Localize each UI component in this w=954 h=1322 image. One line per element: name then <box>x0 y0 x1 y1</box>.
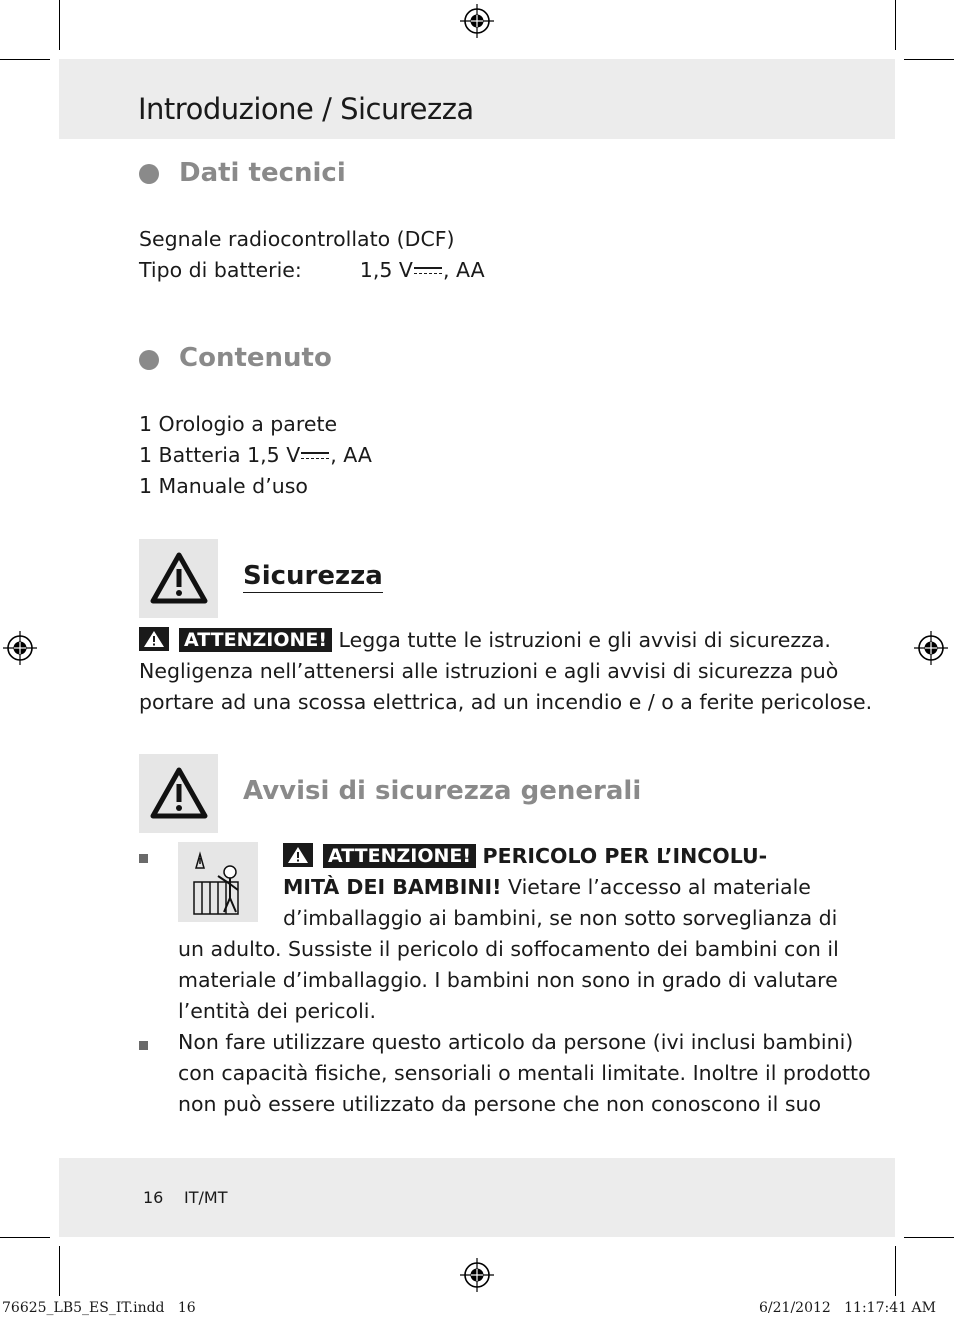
registration-mark-icon <box>3 631 37 665</box>
crop-mark <box>59 0 60 50</box>
attention-badge: ATTENZIONE! <box>323 844 476 868</box>
content-item: 1 Manuale d’uso <box>139 474 308 498</box>
warning-text: l’entità dei pericoli. <box>178 999 376 1023</box>
dc-symbol-icon <box>414 265 442 277</box>
content-item-battery: 1 Batteria 1,5 V <box>139 443 301 467</box>
list-bullet <box>139 1041 148 1050</box>
safety-warning-line <box>139 625 831 656</box>
tech-line-battery <box>139 255 485 286</box>
warning-text: Non fare utilizzare questo articolo da persone (ivi inclusi bambini) <box>178 1030 854 1054</box>
warning-triangle-icon <box>139 627 169 651</box>
list-bullet <box>139 854 148 863</box>
crop-mark <box>0 59 50 60</box>
warning-triangle-icon <box>149 551 209 605</box>
warning-text: non può essere utilizzato da persone che non conoscono il suo <box>178 1092 822 1116</box>
child-safety-icon-box <box>178 842 258 922</box>
content-item <box>139 440 372 471</box>
crop-mark <box>0 1237 50 1238</box>
tech-line-signal: Segnale radiocontrollato (DCF) <box>139 227 455 251</box>
slug-filename: 76625_LB5_ES_IT.indd 16 <box>2 1300 196 1316</box>
warning-text: d’imballaggio ai bambini, se non sotto sorveglianza di <box>283 906 838 930</box>
warning-text: con capacità fisiche, sensoriali o mentali limitate. Inoltre il prodotto <box>178 1061 871 1085</box>
section-heading-dati-tecnici: Dati tecnici <box>179 158 346 188</box>
crop-mark <box>895 1246 896 1296</box>
section-bullet <box>139 164 159 184</box>
warning-bold-text: MITÀ DEI BAMBINI! <box>283 875 502 899</box>
safety-text: portare ad una scossa elettrica, ad un incendio e / o a ferite pericolose. <box>139 690 873 714</box>
content-item: 1 Orologio a parete <box>139 412 338 436</box>
warning-text: materiale d’imballaggio. I bambini non sono in grado di valutare <box>178 968 838 992</box>
page-number: 16 <box>143 1188 164 1207</box>
warning-box <box>139 754 218 833</box>
section-bullet <box>139 350 159 370</box>
warning-bold-text: PERICOLO PER L’INCOLU- <box>482 844 768 868</box>
attention-badge: ATTENZIONE! <box>179 628 332 652</box>
child-safety-icon <box>178 842 258 922</box>
section-heading-avvisi: Avvisi di sicurezza generali <box>243 776 642 806</box>
warning-text: Vietare l’accesso al materiale <box>501 875 811 899</box>
language-code: IT/MT <box>184 1188 228 1207</box>
crop-mark <box>904 59 954 60</box>
section-heading-sicurezza: Sicurezza <box>243 561 383 591</box>
content-item-battery-size: , AA <box>330 443 372 467</box>
page-title: Introduzione / Sicurezza <box>138 92 474 126</box>
dc-symbol-icon <box>301 450 329 462</box>
battery-type-label: Tipo di batterie: <box>139 258 302 282</box>
safety-text: Negligenza nell’attenersi alle istruzioni e agli avvisi di sicurezza può <box>139 659 839 683</box>
slug-timestamp: 6/21/2012 11:17:41 AM <box>759 1300 936 1316</box>
warning-triangle-icon <box>149 766 209 820</box>
battery-voltage: 1,5 V <box>359 258 413 282</box>
battery-size: , AA <box>442 258 485 282</box>
warning-text: un adulto. Sussiste il pericolo di soffocamento dei bambini con il <box>178 937 839 961</box>
warning-item-line <box>283 872 811 903</box>
warning-triangle-icon <box>283 843 313 867</box>
crop-mark <box>59 1246 60 1296</box>
crop-mark <box>904 1237 954 1238</box>
section-heading-contenuto: Contenuto <box>179 343 332 373</box>
registration-mark-icon <box>460 1258 494 1292</box>
warning-item-line <box>283 841 767 872</box>
crop-mark <box>895 0 896 50</box>
registration-mark-icon <box>460 4 494 38</box>
safety-text: Legga tutte le istruzioni e gli avvisi di sicurezza. <box>338 628 831 652</box>
registration-mark-icon <box>914 631 948 665</box>
warning-box <box>139 539 218 618</box>
